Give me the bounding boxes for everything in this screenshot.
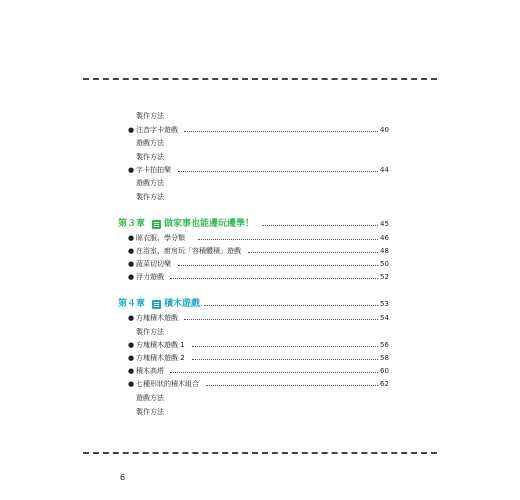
bullet-icon: ●	[128, 234, 135, 242]
bullet-icon: ●	[128, 166, 135, 174]
toc-entry-label: 字卡拍拍樂	[136, 166, 171, 174]
toc-entry-label: 方塊積木遊戲 2	[136, 354, 185, 362]
toc-entry[interactable]	[0, 164, 520, 177]
book-icon	[152, 300, 161, 309]
dot-leader	[262, 225, 378, 226]
toc-subitem-label: 遊戲方法	[136, 179, 164, 187]
page-folio-number: 6	[120, 473, 126, 482]
dot-leader	[184, 319, 378, 320]
bullet-icon: ●	[128, 367, 135, 375]
toc-entry[interactable]	[0, 365, 520, 378]
toc-entry-label: 方塊積木遊戲	[136, 314, 178, 322]
toc-page-number: 58	[380, 354, 389, 362]
toc-entry-label: 晾衣服、學分類	[136, 234, 185, 242]
chapter-title: 做家事也能邊玩邊學！	[164, 219, 255, 229]
chapter-number: 第４章	[118, 299, 146, 309]
toc-entry-label: 蔬菜切切樂	[136, 260, 171, 268]
top-dashed-rule	[83, 78, 437, 80]
bullet-icon: ●	[128, 380, 135, 388]
chapter-title: 積木遊戲	[164, 299, 201, 309]
toc-entry[interactable]	[0, 271, 520, 284]
toc-subitem-label: 製作方法	[136, 193, 164, 201]
bottom-dashed-rule	[83, 452, 437, 454]
chapter-3-heading[interactable]	[0, 218, 520, 231]
toc-page-number: 56	[380, 341, 389, 349]
dot-leader	[198, 239, 378, 240]
bullet-icon: ●	[128, 341, 135, 349]
toc-entry[interactable]	[0, 352, 520, 365]
toc-entry-label: 方塊積木遊戲 1	[136, 341, 185, 349]
dot-leader	[184, 131, 378, 132]
chapter-number: 第３章	[118, 219, 146, 229]
toc-page-number: 54	[380, 314, 389, 322]
toc-page-number: 50	[380, 260, 389, 268]
bullet-icon: ●	[128, 354, 135, 362]
toc-subitem	[0, 151, 520, 164]
dot-leader	[178, 171, 378, 172]
toc-page-number: 48	[380, 247, 389, 255]
chapter-4-heading[interactable]	[0, 298, 520, 311]
toc-entry-label: 七種形狀的積木組合	[136, 380, 199, 388]
dot-leader	[170, 278, 378, 279]
dot-leader	[192, 359, 378, 360]
dot-leader	[204, 305, 378, 306]
toc-page-number: 40	[380, 126, 389, 134]
toc-entry[interactable]	[0, 378, 520, 391]
toc-page-number: 44	[380, 166, 389, 174]
toc-entry[interactable]	[0, 339, 520, 352]
toc-entry[interactable]	[0, 124, 520, 137]
toc-subitem	[0, 137, 520, 150]
toc-entry[interactable]	[0, 245, 520, 258]
toc-page-number: 45	[380, 220, 389, 228]
toc-entry-label: 浮力遊戲	[136, 273, 164, 281]
toc-entry[interactable]	[0, 258, 520, 271]
toc-subitem-label: 製作方法	[136, 112, 164, 120]
toc-subitem-label: 製作方法	[136, 328, 164, 336]
dot-leader	[178, 265, 378, 266]
book-icon	[152, 220, 161, 229]
toc-subitem-label: 遊戲方法	[136, 139, 164, 147]
dot-leader	[248, 252, 378, 253]
toc-subitem	[0, 110, 520, 123]
dot-leader	[170, 372, 378, 373]
bullet-icon: ●	[128, 247, 135, 255]
toc-subitem	[0, 326, 520, 339]
toc-subitem	[0, 191, 520, 204]
toc-entry[interactable]	[0, 232, 520, 245]
bullet-icon: ●	[128, 126, 135, 134]
toc-entry-label: 注音字卡遊戲	[136, 126, 178, 134]
bullet-icon: ●	[128, 273, 135, 281]
toc-entry-label: 積木高塔	[136, 367, 164, 375]
toc-subitem	[0, 406, 520, 419]
toc-entry-label: 在浴室、廚房玩「容積體積」遊戲	[136, 247, 241, 255]
dot-leader	[206, 385, 378, 386]
toc-subitem-label: 遊戲方法	[136, 394, 164, 402]
toc-page-number: 60	[380, 367, 389, 375]
toc-subitem-label: 製作方法	[136, 408, 164, 416]
toc-page-number: 52	[380, 273, 389, 281]
toc-subitem-label: 製作方法	[136, 153, 164, 161]
toc-entry[interactable]	[0, 312, 520, 325]
dot-leader	[192, 346, 378, 347]
bullet-icon: ●	[128, 260, 135, 268]
toc-page-number: 46	[380, 234, 389, 242]
toc-subitem	[0, 177, 520, 190]
bullet-icon: ●	[128, 314, 135, 322]
toc-page-number: 62	[380, 380, 389, 388]
toc-subitem	[0, 392, 520, 405]
toc-page-number: 53	[380, 300, 389, 308]
